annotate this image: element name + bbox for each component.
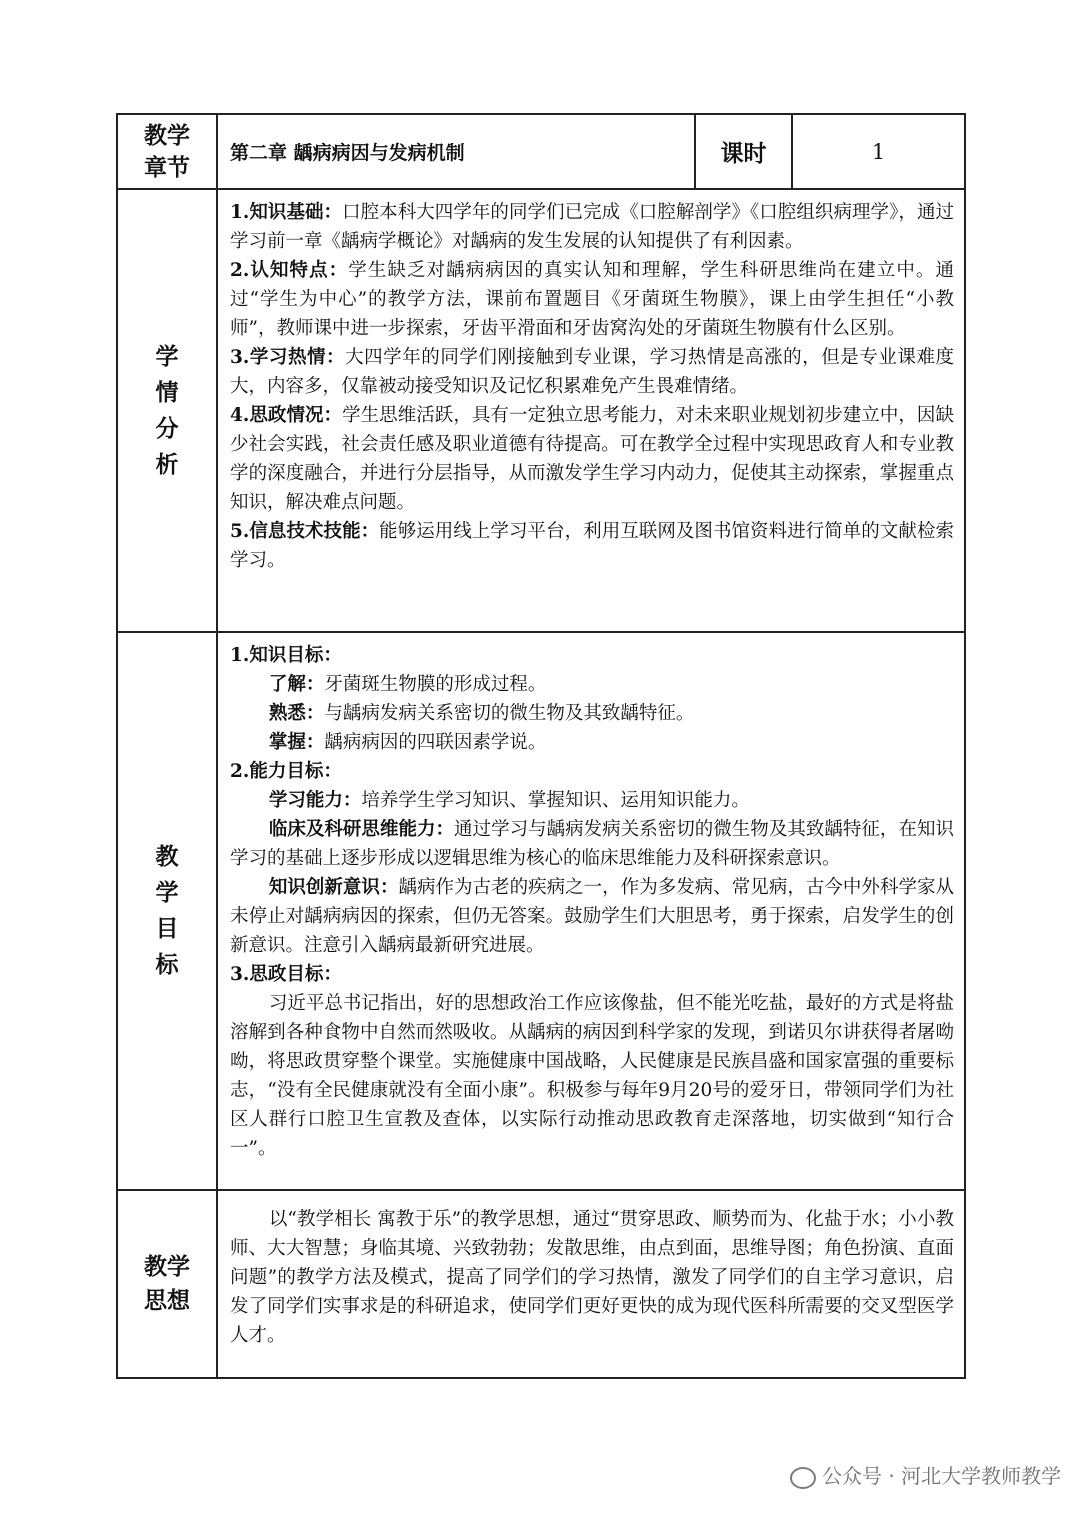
watermark-text: 公众号 · 河北大学教师教学 [822,1464,1062,1488]
objectives-row [117,632,965,1190]
hours-label: 课时 [695,114,792,189]
objective-item: 熟悉：与龋病发病关系密切的微生物及其致龋特征。 [268,703,695,724]
analysis-label-cell [117,189,217,632]
ideology-text: 习近平总书记指出，好的思想政治工作应该像盐，但不能光吃盐，最好的方式是将盐溶解到各种食物中自然而然吸收。从龋病的病因到科学家的发现，到诺贝尔讲获得者屠呦呦，将思政贯穿整个课堂。实施健康中国战略，人民健康是民族昌盛和国家富强的重要标志，“没有全民健康就没有全面小康”。积极参与每年9月20号的爱牙日，带领同学们为社区人群行口腔卫生宣教及查体，以实际行动推动思政教育走深落地，切实做到“知行合一”。 [230,993,954,1159]
section-label: 教学章节 [144,121,190,181]
ideology-heading: 3.思政目标： [230,964,342,985]
objective-item: 临床及科研思维能力：通过学习与龋病发病关系密切的微生物及其致龋特征，在知识学习的基础上逐步形成以逻辑思维为核心的临床思维能力及科研探索意识。 [230,819,954,869]
wechat-icon [790,1467,816,1489]
objective-item: 掌握：龋病病因的四联因素学说。 [268,732,547,753]
section-label-cell [117,114,217,189]
objectives-content [217,632,965,1190]
analysis-item: 3.学习热情：大四学年的同学们刚接触到专业课，学习热情是高涨的，但是专业课难度大，内容多，仅靠被动接受知识及记忆积累难免产生畏难情绪。 [230,347,954,397]
objectives-label: 教学目标 [155,843,179,978]
ability-heading: 2.能力目标： [230,761,342,782]
lesson-plan-table [116,113,966,1379]
philosophy-row [117,1190,965,1378]
objective-item: 了解：牙菌斑生物膜的形成过程。 [268,674,547,695]
header-row [117,114,965,189]
analysis-content [217,189,965,632]
objective-item: 知识创新意识：龋病作为古老的疾病之一，作为多发病、常见病，古今中外科学家从未停止对龋病病因的探索，但仍无答案。鼓励学生们大胆思考，勇于探索，启发学生的创新意识。注意引入龋病最新研究进展。 [230,877,954,956]
philosophy-text: 以“教学相长 寓教于乐”的教学思想，通过“贯穿思政、顺势而为、化盐于水；小小教师、大大智慧；身临其境、兴致勃勃；发散思维，由点到面，思维导图；角色扮演、直面问题”的教学方法及模式，提高了同学们的学习热情，激发了同学们的自主学习意识，启发了同学们实事求是的科研追求，使同学们更好更快的成为现代医科所需要的交叉型医学人才。 [230,1209,954,1346]
analysis-row [117,189,965,632]
analysis-item: 5.信息技术技能：能够运用线上学习平台，利用互联网及图书馆资料进行简单的文献检索学习。 [230,521,954,571]
chapter-title: 第二章 龋病病因与发病机制 [217,114,695,189]
hours-value: 1 [792,114,965,189]
objective-item: 学习能力：培养学生学习知识、掌握知识、运用知识能力。 [268,790,750,811]
watermark [790,1460,1061,1489]
philosophy-content [217,1190,965,1378]
philosophy-label-cell [117,1190,217,1378]
knowledge-heading: 1.知识目标： [230,645,342,666]
analysis-item: 2.认知特点：学生缺乏对龋病病因的真实认知和理解，学生科研思维尚在建立中。通过“学生为中心”的教学方法，课前布置题目《牙菌斑生物膜》，课上由学生担任“小教师”，教师课中进一步探索，牙齿平滑面和牙齿窝沟处的牙菌斑生物膜有什么区别。 [230,260,954,339]
analysis-item: 4.思政情况：学生思维活跃，具有一定独立思考能力，对未来职业规划初步建立中，因缺少社会实践，社会责任感及职业道德有待提高。可在教学全过程中实现思政育人和专业教学的深度融合，并进行分层指导，从而激发学生学习内动力，促使其主动探索，掌握重点知识，解决难点问题。 [230,405,954,513]
objectives-label-cell [117,632,217,1190]
analysis-item: 1.知识基础：口腔本科大四学年的同学们已完成《口腔解剖学》《口腔组织病理学》，通过学习前一章《龋病学概论》对龋病的发生发展的认知提供了有利因素。 [230,202,954,252]
analysis-label: 学情分析 [155,342,179,478]
philosophy-label: 教学思想 [144,1253,190,1314]
